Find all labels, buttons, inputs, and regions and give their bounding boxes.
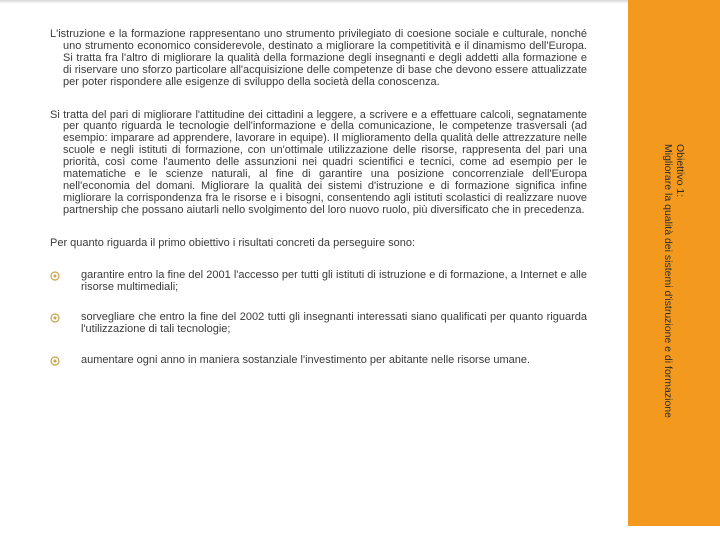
side-panel-title	[656, 144, 686, 426]
paragraph-details: Si tratta del pari di migliorare l'attitudine dei cittadini a leggere, a scrivere e a effettuare calcoli, segnatamente per quanto riguarda le tecnologie dell'informazione e della comunicazione, le competenze trasversali (ad esempio: imparare ad apprendere, lavorare in equipe). Il miglioramento della qualità delle attrezzature nelle scuole e negli istituti di formazione, con un'ottimale utilizzazione delle risorse, rappresenta del pari una priorità, così come l'aumento delle assunzioni nei quadri scientifici e tecnici, come ad esempio per le matematiche e le scienze naturali, al fine di garantire una posizione concorrenziale dell'Europa nell'economia del domani. Migliorare la qualità dei sistemi d'istruzione e di formazione significa infine migliorare la corrispondenza fra le risorse e i bisogni, consentendo agli istituti scolastici di realizzare nuove partnership che possano aiutarli nello svolgimento del loro nuovo ruolo, più diversificato che in precedenza.	[50, 108, 587, 216]
list-item	[50, 312, 587, 336]
list-item	[50, 355, 587, 367]
list-item	[50, 270, 587, 294]
results-list	[50, 270, 587, 368]
paragraph-intro: L'istruzione e la formazione rappresentano uno strumento privilegiato di coesione sociale e culturale, nonché uno strumento economico considerevole, destinato a migliorare la competitività e il dinamismo dell'Europa. Si tratta fra l'altro di migliorare la qualità della formazione degli insegnanti e degli addetti alla formazione e di riservare uno sforzo particolare all'acquisizione delle competenze di base che devono essere attualizzate per poter rispondere alle esigenze di sviluppo della società della conoscenza.	[50, 28, 587, 88]
target-circle-icon	[50, 313, 60, 323]
main-content	[50, 29, 587, 367]
target-circle-icon	[50, 271, 60, 281]
side-panel-title-line2: Migliorare la qualità dei sistemi d'istruzione e di formazione	[662, 144, 674, 418]
paragraph-results-intro: Per quanto riguarda il primo obiettivo i risultati concreti da perseguire sono:	[50, 236, 416, 249]
top-divider	[0, 0, 720, 4]
side-panel-footer-band	[626, 526, 720, 540]
list-item-text: sorvegliare che entro la fine del 2002 tutti gli insegnanti interessati siano qualificati per quanto riguarda l'utilizzazione di tali tecnologie;	[81, 311, 587, 336]
target-circle-icon	[50, 356, 60, 366]
side-panel-title-line1: Obiettivo 1:	[674, 144, 686, 198]
list-item-text: aumentare ogni anno in maniera sostanziale l'investimento per abitante nelle risorse umane.	[81, 354, 531, 367]
list-item-text: garantire entro la fine del 2001 l'accesso per tutti gli istituti di istruzione e di formazione, a Internet e alle risorse multimediali;	[81, 268, 587, 293]
